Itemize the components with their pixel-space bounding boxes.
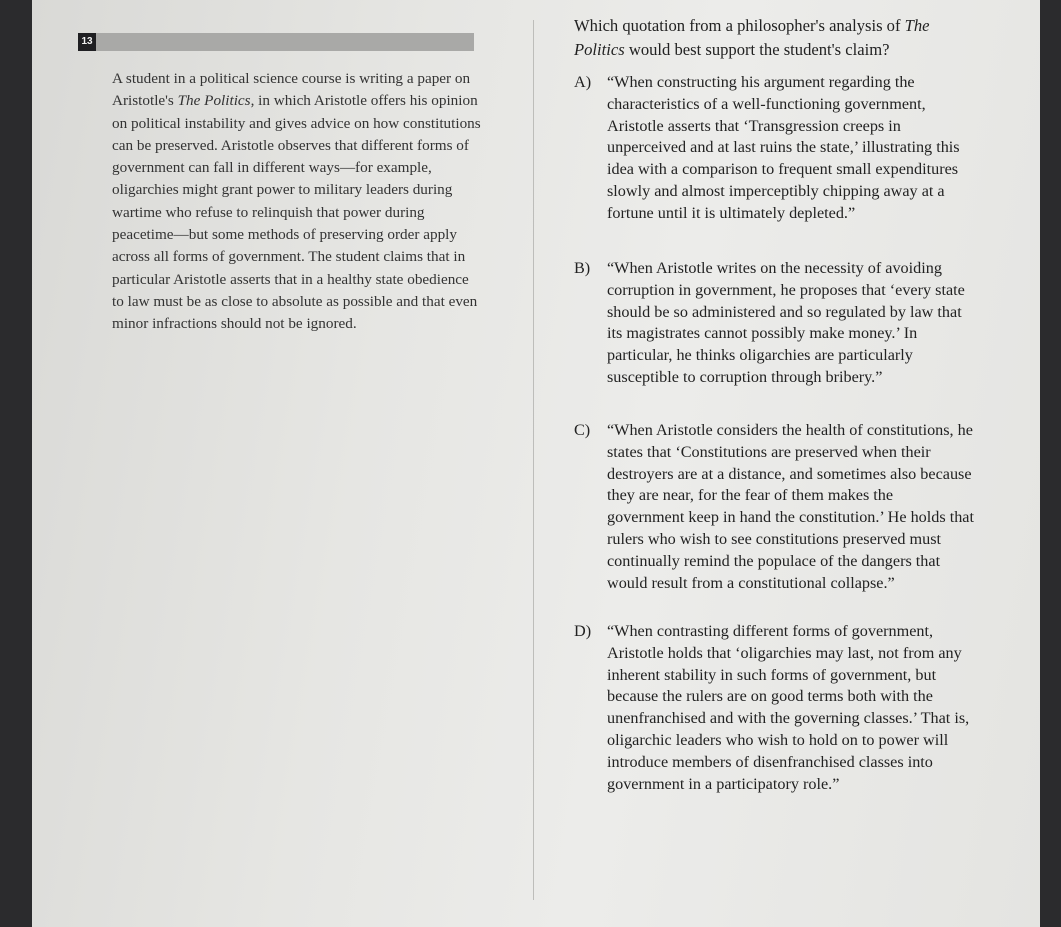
choice-text: “When Aristotle writes on the necessity of avoiding corruption in government, he proposes that ‘every state should be so administered and so regulated by law that its magistrates cannot possibly make money.’ In particular, he thinks oligarchies are particularly susceptible to corruption through bribery.” — [607, 259, 965, 386]
choice-text: “When contrasting different forms of government, Aristotle holds that ‘oligarchies may last, not from any inherent stability in such forms of government, but because the rulers are on good terms both with the unenfranchised and with the governing classes.’ That is, oligarchic leaders who wish to hold on to power will introduce members of disenfranchised classes into government in a participatory role.” — [607, 622, 970, 793]
question-prompt — [574, 14, 984, 62]
question-number: 13 — [78, 33, 96, 51]
question-header-bar — [78, 33, 474, 51]
choice-letter: A) — [574, 73, 592, 91]
choice-letter: C) — [574, 421, 591, 439]
prompt-part2: would best support the student's claim? — [624, 40, 890, 59]
passage-text — [112, 68, 484, 336]
answer-choice-b[interactable] — [574, 258, 974, 389]
column-divider — [533, 20, 534, 900]
passage-part2: , in which Aristotle offers his opinion on political instability and gives advice on how constitutions can be preserved. Aristotle observes that different forms of government can fall in different ways—for example, oligarchies might grant power to military leaders during wartime who refuse to relinquish that power during peacetime—but some methods of preserving order apply across all forms of government. The student claims that in particular Aristotle asserts that in a healthy state obedience to law must be as close to absolute as possible and that even minor infractions should not be ignored. — [112, 92, 481, 333]
answer-choice-c[interactable] — [574, 420, 974, 594]
prompt-book-title: The Politics — [574, 16, 930, 59]
passage-book-title: The Politics — [177, 92, 251, 110]
choice-text: “When Aristotle considers the health of constitutions, he states that ‘Constitutions are preserved when their destroyers are at a distance, and sometimes also because they are near, for the fear of them makes the government keep in hand the constitution.’ He holds that rulers who wish to see constitutions preserved must continually remind the populace of the dangers that would result from a constitutional collapse.” — [607, 421, 974, 592]
answer-choice-d[interactable] — [574, 621, 974, 795]
prompt-part1: Which quotation from a philosopher's analysis of — [574, 16, 905, 35]
choice-text: “When constructing his argument regarding the characteristics of a well-functioning government, Aristotle asserts that ‘Transgression creeps in unperceived and at last ruins the state,’ illustrating this idea with a comparison to frequent small expenditures slowly and almost imperceptibly chipping away at a fortune until it is ultimately depleted.” — [607, 73, 960, 222]
choice-letter: B) — [574, 259, 591, 277]
choice-letter: D) — [574, 622, 592, 640]
passage-part1: A student in a political science course is writing a paper on Aristotle's — [112, 70, 471, 110]
answer-choice-a[interactable] — [574, 72, 974, 225]
